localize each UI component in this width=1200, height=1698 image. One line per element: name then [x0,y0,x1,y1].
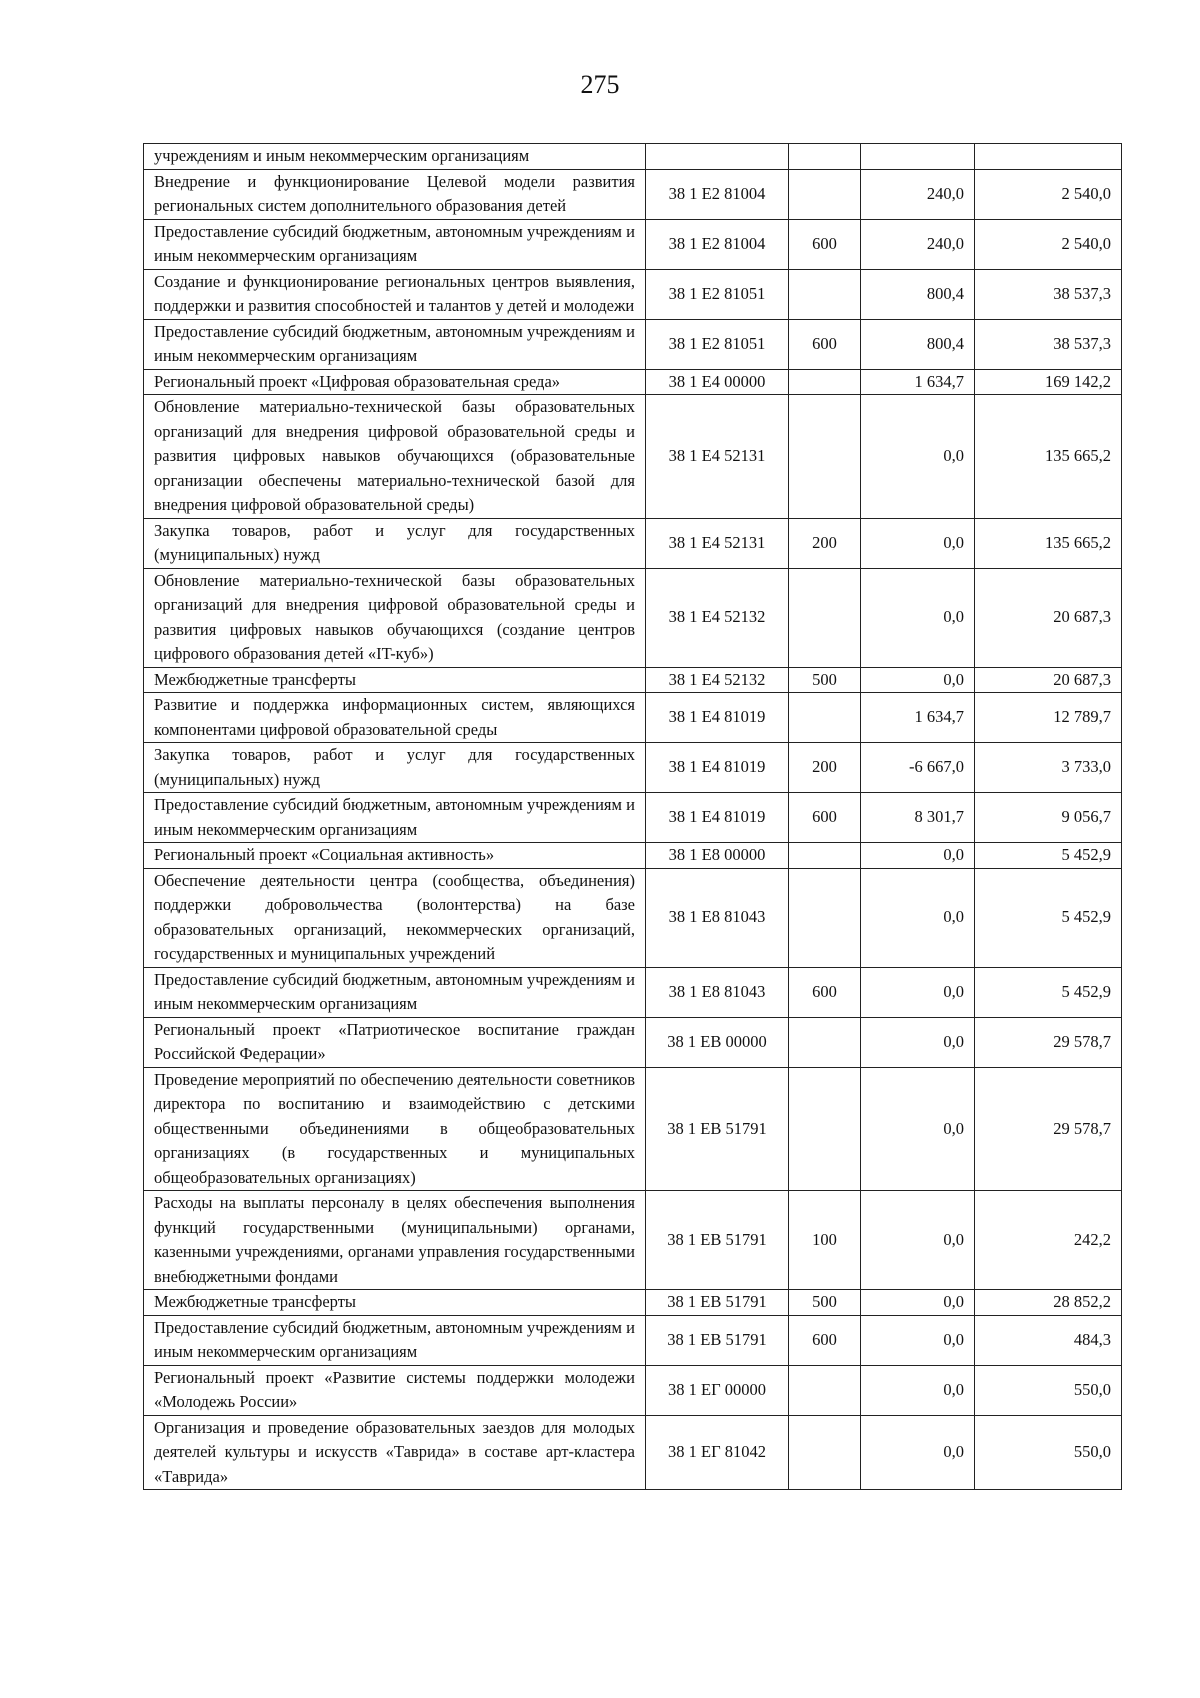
table-row [144,793,1122,843]
row-value-total-cell: 28 852,2 [975,1290,1122,1316]
row-type-cell: 600 [789,219,861,269]
table-row [144,1191,1122,1290]
row-type-cell: 600 [789,967,861,1017]
row-value-total-cell: 38 537,3 [975,319,1122,369]
row-type-cell [789,369,861,395]
row-value-total-cell: 20 687,3 [975,667,1122,693]
budget-table [143,143,1122,1490]
row-value-total-cell: 20 687,3 [975,568,1122,667]
row-code-cell: 38 1 EB 51791 [646,1067,789,1191]
row-type-cell [789,1365,861,1415]
table-row [144,1067,1122,1191]
row-type-cell: 100 [789,1191,861,1290]
row-value-change-cell: 0,0 [861,1415,975,1490]
row-name-cell: Закупка товаров, работ и услуг для государственных (муниципальных) нужд [144,518,646,568]
row-code-cell: 38 1 E8 00000 [646,843,789,869]
row-code-cell: 38 1 E4 81019 [646,743,789,793]
row-name-cell: Региональный проект «Социальная активность» [144,843,646,869]
row-name-cell: Предоставление субсидий бюджетным, автономным учреждениям и иным некоммерческим организациям [144,219,646,269]
table-row [144,369,1122,395]
page-number: 275 [580,70,620,99]
table-row [144,843,1122,869]
row-type-cell [789,693,861,743]
row-value-total-cell: 29 578,7 [975,1067,1122,1191]
row-code-cell: 38 1 E2 81004 [646,219,789,269]
row-name-cell: Предоставление субсидий бюджетным, автономным учреждениям и иным некоммерческим организациям [144,967,646,1017]
row-name-cell: Региональный проект «Развитие системы поддержки молодежи «Молодежь России» [144,1365,646,1415]
row-name-cell: Межбюджетные трансферты [144,667,646,693]
row-type-cell [789,269,861,319]
row-value-total-cell: 5 452,9 [975,868,1122,967]
row-value-change-cell: 0,0 [861,1290,975,1316]
row-code-cell: 38 1 E4 52131 [646,518,789,568]
table-row [144,269,1122,319]
row-value-change-cell: 0,0 [861,967,975,1017]
row-name-cell: Развитие и поддержка информационных систем, являющихся компонентами цифровой образовательной среды [144,693,646,743]
row-type-cell [789,868,861,967]
row-code-cell: 38 1 E4 52131 [646,395,789,519]
row-value-change-cell: 0,0 [861,395,975,519]
row-code-cell: 38 1 E8 81043 [646,967,789,1017]
row-value-change-cell: 800,4 [861,319,975,369]
table-row [144,1290,1122,1316]
row-value-total-cell: 169 142,2 [975,369,1122,395]
table-row [144,1017,1122,1067]
row-value-change-cell: 240,0 [861,219,975,269]
row-type-cell: 500 [789,1290,861,1316]
row-value-total-cell: 29 578,7 [975,1017,1122,1067]
row-code-cell: 38 1 E4 81019 [646,693,789,743]
table-row [144,667,1122,693]
row-type-cell [789,1067,861,1191]
row-name-cell: Организация и проведение образовательных заездов для молодых деятелей культуры и искусств «Таврида» в составе арт-кластера «Таврида» [144,1415,646,1490]
table-row [144,144,1122,170]
row-type-cell: 200 [789,743,861,793]
row-type-cell [789,568,861,667]
row-value-total-cell: 5 452,9 [975,967,1122,1017]
table-row [144,1415,1122,1490]
row-type-cell [789,395,861,519]
table-row [144,868,1122,967]
row-code-cell: 38 1 E2 81004 [646,169,789,219]
row-value-change-cell: 0,0 [861,1017,975,1067]
row-value-total-cell: 242,2 [975,1191,1122,1290]
row-name-cell: Закупка товаров, работ и услуг для государственных (муниципальных) нужд [144,743,646,793]
row-name-cell: Предоставление субсидий бюджетным, автономным учреждениям и иным некоммерческим организациям [144,793,646,843]
row-value-total-cell: 550,0 [975,1415,1122,1490]
row-code-cell: 38 1 E8 81043 [646,868,789,967]
table-row [144,219,1122,269]
row-type-cell: 600 [789,1315,861,1365]
row-code-cell: 38 1 EB 00000 [646,1017,789,1067]
row-value-change-cell: 1 634,7 [861,693,975,743]
row-type-cell [789,1415,861,1490]
row-value-change-cell: -6 667,0 [861,743,975,793]
row-value-total-cell: 38 537,3 [975,269,1122,319]
row-code-cell: 38 1 E4 81019 [646,793,789,843]
row-type-cell: 500 [789,667,861,693]
row-value-change-cell: 0,0 [861,1315,975,1365]
row-type-cell: 200 [789,518,861,568]
row-value-change-cell [861,144,975,170]
row-value-change-cell: 0,0 [861,568,975,667]
row-name-cell: Предоставление субсидий бюджетным, автономным учреждениям и иным некоммерческим организациям [144,319,646,369]
row-value-change-cell: 0,0 [861,518,975,568]
row-code-cell: 38 1 E2 81051 [646,269,789,319]
row-value-change-cell: 8 301,7 [861,793,975,843]
row-code-cell: 38 1 E4 00000 [646,369,789,395]
row-value-change-cell: 0,0 [861,667,975,693]
row-value-change-cell: 0,0 [861,843,975,869]
budget-table-body [144,144,1122,1490]
table-row [144,743,1122,793]
table-row [144,518,1122,568]
row-code-cell: 38 1 E2 81051 [646,319,789,369]
row-name-cell: учреждениям и иным некоммерческим организациям [144,144,646,170]
row-name-cell: Обновление материально-технической базы образовательных организаций для внедрения цифровой образовательной среды и развития цифровых навыков обучающихся (образовательные организации обеспечены материально-технической базой для внедрения цифровой образовательной среды) [144,395,646,519]
row-name-cell: Обеспечение деятельности центра (сообщества, объединения) поддержки добровольчества (волонтерства) на базе образовательных организаций, некоммерческих организаций, государственных и муниципальных учреждений [144,868,646,967]
row-code-cell [646,144,789,170]
row-type-cell: 600 [789,319,861,369]
row-value-total-cell [975,144,1122,170]
row-value-change-cell: 1 634,7 [861,369,975,395]
table-row [144,693,1122,743]
row-value-total-cell: 135 665,2 [975,518,1122,568]
row-name-cell: Региональный проект «Патриотическое воспитание граждан Российской Федерации» [144,1017,646,1067]
row-code-cell: 38 1 EB 51791 [646,1315,789,1365]
row-value-change-cell: 0,0 [861,1067,975,1191]
table-row [144,1365,1122,1415]
row-type-cell [789,169,861,219]
row-value-total-cell: 484,3 [975,1315,1122,1365]
row-value-change-cell: 800,4 [861,269,975,319]
row-value-change-cell: 0,0 [861,868,975,967]
row-value-total-cell: 3 733,0 [975,743,1122,793]
row-code-cell: 38 1 EГ 81042 [646,1415,789,1490]
row-value-total-cell: 135 665,2 [975,395,1122,519]
row-name-cell: Обновление материально-технической базы образовательных организаций для внедрения цифровой образовательной среды и развития цифровых навыков обучающихся (создание центров цифрового образования детей «IT-куб») [144,568,646,667]
row-name-cell: Проведение мероприятий по обеспечению деятельности советников директора по воспитанию и взаимодействию с детскими общественными объединениями в общеобразовательных организациях (в государственных и муниципальных общеобразовательных организациях) [144,1067,646,1191]
table-row [144,1315,1122,1365]
row-name-cell: Создание и функционирование региональных центров выявления, поддержки и развития способностей и талантов у детей и молодежи [144,269,646,319]
table-row [144,319,1122,369]
table-row [144,568,1122,667]
row-type-cell [789,843,861,869]
table-row [144,169,1122,219]
row-value-total-cell: 9 056,7 [975,793,1122,843]
row-type-cell [789,1017,861,1067]
row-name-cell: Внедрение и функционирование Целевой модели развития региональных систем дополнительного образования детей [144,169,646,219]
row-name-cell: Региональный проект «Цифровая образовательная среда» [144,369,646,395]
row-type-cell [789,144,861,170]
table-row [144,967,1122,1017]
row-value-change-cell: 0,0 [861,1365,975,1415]
row-name-cell: Расходы на выплаты персоналу в целях обеспечения выполнения функций государственными (муниципальными) органами, казенными учреждениями, органами управления государственными внебюджетными фондами [144,1191,646,1290]
row-code-cell: 38 1 EГ 00000 [646,1365,789,1415]
row-value-total-cell: 12 789,7 [975,693,1122,743]
row-value-change-cell: 240,0 [861,169,975,219]
row-value-change-cell: 0,0 [861,1191,975,1290]
row-value-total-cell: 5 452,9 [975,843,1122,869]
row-value-total-cell: 2 540,0 [975,169,1122,219]
table-row [144,395,1122,519]
row-name-cell: Предоставление субсидий бюджетным, автономным учреждениям и иным некоммерческим организациям [144,1315,646,1365]
row-code-cell: 38 1 EB 51791 [646,1290,789,1316]
row-code-cell: 38 1 EB 51791 [646,1191,789,1290]
row-name-cell: Межбюджетные трансферты [144,1290,646,1316]
row-type-cell: 600 [789,793,861,843]
row-value-total-cell: 2 540,0 [975,219,1122,269]
row-code-cell: 38 1 E4 52132 [646,568,789,667]
row-value-total-cell: 550,0 [975,1365,1122,1415]
row-code-cell: 38 1 E4 52132 [646,667,789,693]
